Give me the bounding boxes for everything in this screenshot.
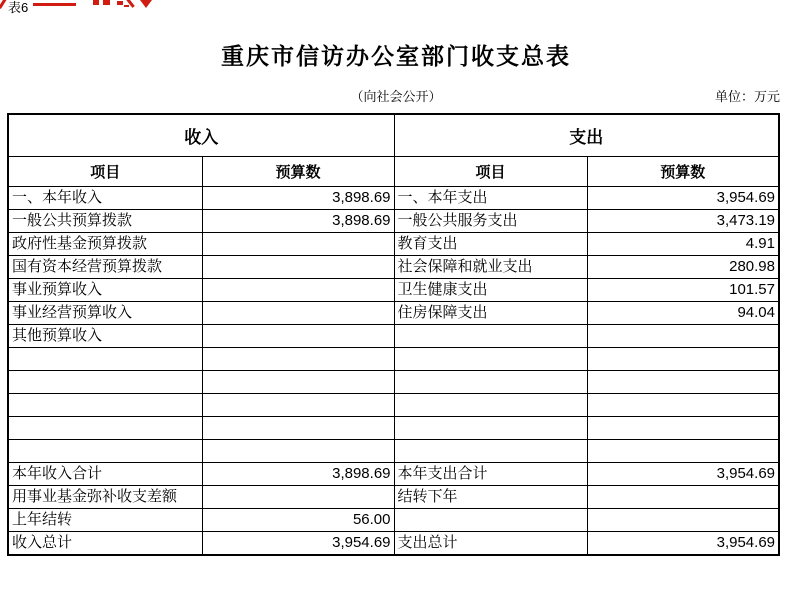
income-value-cell	[202, 256, 394, 279]
red-annotation-marks	[0, 0, 200, 15]
table-row	[8, 532, 779, 556]
expense-value-cell	[587, 394, 779, 417]
income-value-cell: 56.00	[202, 509, 394, 532]
table-row	[8, 210, 779, 233]
expense-item-cell	[394, 325, 587, 348]
expense-value-cell: 94.04	[587, 302, 779, 325]
income-item-cell	[8, 394, 202, 417]
table-row	[8, 486, 779, 509]
table-row	[8, 279, 779, 302]
income-item-cell: 上年结转	[8, 509, 202, 532]
income-value-cell	[202, 348, 394, 371]
income-item-cell: 一般公共预算拨款	[8, 210, 202, 233]
income-item-cell: 政府性基金预算拨款	[8, 233, 202, 256]
income-value-cell	[202, 440, 394, 463]
red-mark-triangle	[140, 0, 152, 8]
red-mark-fragment	[117, 1, 123, 5]
page-title: 重庆市信访办公室部门收支总表	[221, 43, 571, 69]
red-mark-stroke	[0, 0, 7, 9]
expense-item-cell: 支出总计	[394, 532, 587, 556]
table-row	[8, 371, 779, 394]
expense-item-cell	[394, 348, 587, 371]
expense-value-cell: 280.98	[587, 256, 779, 279]
income-item-cell	[8, 348, 202, 371]
expense-item-cell	[394, 417, 587, 440]
income-value-cell: 3,898.69	[202, 210, 394, 233]
red-mark-fragment	[124, 5, 129, 7]
income-item-cell: 用事业基金弥补收支差额	[8, 486, 202, 509]
income-item-cell: 国有资本经营预算拨款	[8, 256, 202, 279]
expense-item-cell: 卫生健康支出	[394, 279, 587, 302]
expense-value-cell: 3,473.19	[587, 210, 779, 233]
income-item-cell: 其他预算收入	[8, 325, 202, 348]
income-value-cell	[202, 486, 394, 509]
income-value-cell	[202, 233, 394, 256]
expenditure-section-header: 支出	[394, 114, 779, 157]
expense-item-cell: 住房保障支出	[394, 302, 587, 325]
table-row	[8, 187, 779, 210]
expense-item-cell: 一、本年支出	[394, 187, 587, 210]
income-item-cell: 收入总计	[8, 532, 202, 556]
expense-item-cell	[394, 394, 587, 417]
expense-item-cell	[394, 509, 587, 532]
income-item-header: 项目	[8, 157, 202, 187]
expense-item-cell: 社会保障和就业支出	[394, 256, 587, 279]
sheet-number-label: 表6	[8, 0, 29, 15]
income-value-cell	[202, 394, 394, 417]
unit-label: 单位：万元	[714, 89, 780, 104]
income-item-cell: 一、本年收入	[8, 187, 202, 210]
expense-item-cell: 教育支出	[394, 233, 587, 256]
table-row	[8, 348, 779, 371]
income-item-cell: 事业经营预算收入	[8, 302, 202, 325]
table-row	[8, 440, 779, 463]
income-budget-header: 预算数	[202, 157, 394, 187]
expense-value-cell	[587, 325, 779, 348]
table-row	[8, 417, 779, 440]
income-value-cell: 3,898.69	[202, 187, 394, 210]
expense-item-cell	[394, 440, 587, 463]
expense-value-cell	[587, 440, 779, 463]
income-value-cell: 3,898.69	[202, 463, 394, 486]
income-item-cell	[8, 440, 202, 463]
table-row	[8, 394, 779, 417]
column-header-row	[8, 157, 779, 187]
income-section-header: 收入	[8, 114, 394, 157]
table-row	[8, 325, 779, 348]
expense-item-cell: 结转下年	[394, 486, 587, 509]
expense-value-cell: 101.57	[587, 279, 779, 302]
expense-item-cell	[394, 371, 587, 394]
income-value-cell: 3,954.69	[202, 532, 394, 556]
red-mark-fragment	[93, 0, 99, 5]
table-header	[8, 114, 779, 187]
income-value-cell	[202, 371, 394, 394]
table-row	[8, 256, 779, 279]
expense-value-cell: 3,954.69	[587, 187, 779, 210]
expense-value-cell: 3,954.69	[587, 532, 779, 556]
income-item-cell	[8, 371, 202, 394]
expense-item-cell: 本年支出合计	[394, 463, 587, 486]
income-item-cell: 本年收入合计	[8, 463, 202, 486]
expense-value-cell	[587, 486, 779, 509]
expense-value-cell	[587, 417, 779, 440]
expense-value-cell: 4.91	[587, 233, 779, 256]
expense-value-cell	[587, 371, 779, 394]
income-value-cell	[202, 325, 394, 348]
expense-value-cell: 3,954.69	[587, 463, 779, 486]
income-value-cell	[202, 417, 394, 440]
expense-item-header: 项目	[394, 157, 587, 187]
red-mark-underline	[33, 3, 76, 6]
income-item-cell: 事业预算收入	[8, 279, 202, 302]
income-value-cell	[202, 279, 394, 302]
expense-value-cell	[587, 509, 779, 532]
publicity-note: （向社会公开）	[350, 89, 442, 104]
income-item-cell	[8, 417, 202, 440]
income-value-cell	[202, 302, 394, 325]
expense-item-cell: 一般公共服务支出	[394, 210, 587, 233]
red-mark-fragment	[103, 0, 110, 5]
table-row	[8, 302, 779, 325]
table-row	[8, 463, 779, 486]
table-body	[8, 187, 779, 556]
table-row	[8, 233, 779, 256]
expense-budget-header: 预算数	[587, 157, 779, 187]
section-header-row	[8, 114, 779, 157]
budget-summary-table	[7, 113, 780, 556]
expense-value-cell	[587, 348, 779, 371]
table-row	[8, 509, 779, 532]
